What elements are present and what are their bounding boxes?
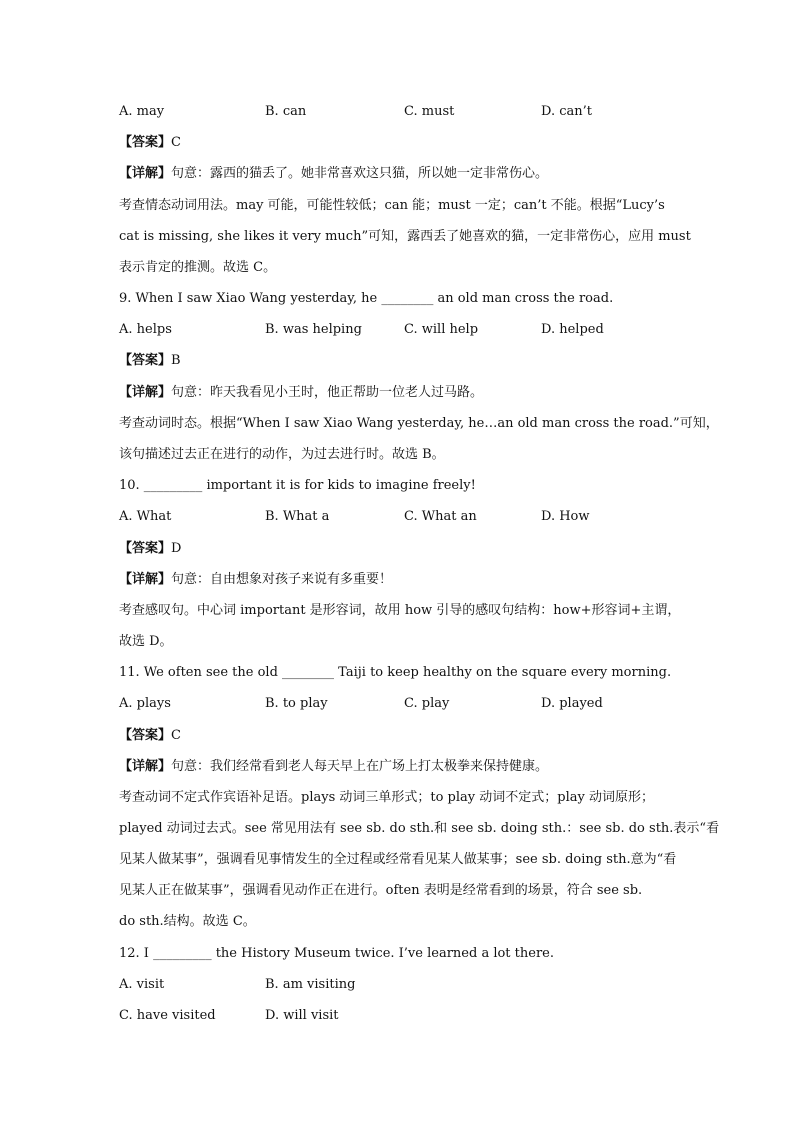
answer-value: C	[171, 135, 181, 150]
q11-option-d: D. played	[541, 696, 603, 711]
q11-detail-line: played 动词过去式。see 常见用法有 see sb. do sth.和 see sb. doing sth.：see sb. do sth.表示“看	[119, 821, 720, 836]
q8-option-c: C. must	[404, 104, 455, 119]
detail-tag: 【详解】	[119, 759, 172, 774]
q10-option-c: C. What an	[404, 509, 477, 524]
q12-option-d: D. will visit	[265, 1008, 339, 1023]
q12-option-b: B. am visiting	[265, 977, 356, 992]
q8-detail-line: 表示肯定的推测。故选 C。	[119, 260, 277, 275]
q11-detail	[119, 759, 548, 775]
q11-option-c: C. play	[404, 696, 450, 711]
q9-answer	[119, 353, 181, 369]
q11-answer	[119, 728, 181, 744]
q12-question: 12. I _________ the History Museum twice. I’ve learned a lot there.	[119, 946, 554, 961]
q11-option-b: B. to play	[265, 696, 328, 711]
q9-option-a: A. helps	[119, 322, 172, 337]
q9-question: 9. When I saw Xiao Wang yesterday, he ________ an old man cross the road.	[119, 291, 614, 306]
q10-detail-line: 考查感叹句。中心词 important 是形容词，故用 how 引导的感叹句结构：how+形容词+主谓，	[119, 603, 681, 618]
q12-option-c: C. have visited	[119, 1008, 216, 1023]
q8-detail-line: cat is missing, she likes it very much”可知，露西丢了她喜欢的猫，一定非常伤心，应用 must	[119, 229, 691, 244]
q10-detail-line: 故选 D。	[119, 634, 173, 649]
q12-option-a: A. visit	[119, 977, 165, 992]
q10-answer	[119, 541, 181, 557]
q11-detail-line: do sth.结构。故选 C。	[119, 914, 256, 929]
q10-question: 10. _________ important it is for kids to imagine freely!	[119, 478, 476, 493]
answer-value: B	[171, 353, 181, 368]
detail-text: 句意：自由想象对孩子来说有多重要！	[171, 572, 393, 587]
detail-tag: 【详解】	[119, 572, 172, 587]
q9-detail	[119, 385, 483, 401]
answer-value: C	[171, 728, 181, 743]
q9-option-c: C. will help	[404, 322, 479, 337]
q10-option-d: D. How	[541, 509, 590, 524]
q9-option-b: B. was helping	[265, 322, 362, 337]
q10-option-b: B. What a	[265, 509, 330, 524]
q8-option-b: B. can	[265, 104, 307, 119]
q11-detail-line: 见某人做某事”，强调看见事情发生的全过程或经常看见某人做某事；see sb. doing sth.意为“看	[119, 852, 677, 867]
answer-tag: 【答案】	[119, 728, 172, 743]
answer-value: D	[171, 541, 182, 556]
q10-detail	[119, 572, 392, 588]
q10-option-a: A. What	[119, 509, 172, 524]
q11-detail-line: 考查动词不定式作宾语补足语。plays 动词三单形式；to play 动词不定式；play 动词原形；	[119, 790, 654, 805]
q11-question: 11. We often see the old ________ Taiji to keep healthy on the square every morning.	[119, 665, 672, 680]
detail-tag: 【详解】	[119, 385, 172, 400]
q11-detail-line: 见某人正在做某事”，强调看见动作正在进行。often 表明是经常看到的场景，符合 see sb.	[119, 883, 643, 898]
q8-detail	[119, 166, 548, 182]
q8-option-a: A. may	[119, 104, 165, 119]
q9-detail-line: 考查动词时态。根据“When I saw Xiao Wang yesterday, he…an old man cross the road.”可知，	[119, 416, 719, 431]
detail-tag: 【详解】	[119, 166, 172, 181]
q9-detail-line: 该句描述过去正在进行的动作，为过去进行时。故选 B。	[119, 447, 445, 462]
q11-option-a: A. plays	[119, 696, 171, 711]
detail-text: 句意：昨天我看见小王时，他正帮助一位老人过马路。	[171, 385, 484, 400]
answer-tag: 【答案】	[119, 541, 172, 556]
q8-option-d: D. can’t	[541, 104, 592, 119]
answer-tag: 【答案】	[119, 135, 172, 150]
q8-answer	[119, 135, 181, 151]
answer-tag: 【答案】	[119, 353, 172, 368]
q9-option-d: D. helped	[541, 322, 604, 337]
q8-detail-line: 考查情态动词用法。may 可能，可能性较低；can 能；must 一定；can’t 不能。根据“Lucy’s	[119, 198, 665, 213]
detail-text: 句意：露西的猫丢了。她非常喜欢这只猫，所以她一定非常伤心。	[171, 166, 549, 181]
detail-text: 句意：我们经常看到老人每天早上在广场上打太极拳来保持健康。	[171, 759, 549, 774]
